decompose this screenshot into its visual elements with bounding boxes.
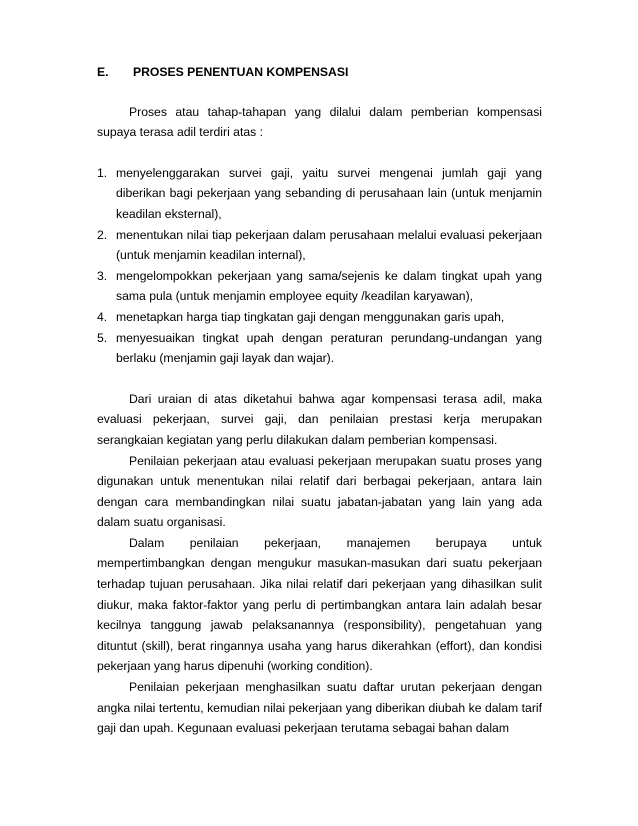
list-item [97,163,542,225]
list-item [97,225,542,266]
list-item-text: menyesuaikan tingkat upah dengan peraturan perundang-undangan yang berlaku (menjamin gaji layak dan wajar). [116,330,542,366]
page-content [97,62,542,739]
list-item-number: 2. [97,227,108,242]
steps-list [97,163,542,369]
list-item [97,307,542,328]
body-paragraph: Dalam penilaian pekerjaan, manajemen berupaya untuk mempertimbangkan dengan mengukur masukan-masukan dari suatu pekerjaan terhadap tujuan perusahaan. Jika nilai relatif dari pekerjaan yang dihasilkan sulit diukur, maka faktor-faktor yang perlu di pertimbangkan antara lain adalah besar kecilnya tanggung jawab pelaksanannya (responsibility), pengetahuan yang dituntut (skill), berat ringannya usaha yang harus dikerahkan (effort), dan kondisi pekerjaan yang harus dipenuhi (working condition). [97,535,542,674]
list-item-text: mengelompokkan pekerjaan yang sama/sejenis ke dalam tingkat upah yang sama pula (untuk menjamin employee equity /keadilan karyawan), [116,268,542,304]
section-title: PROSES PENENTUAN KOMPENSASI [133,65,349,79]
section-number: E. [97,65,109,79]
body-paragraph: Penilaian pekerjaan menghasilkan suatu daftar urutan pekerjaan dengan angka nilai tertentu, kemudian nilai pekerjaan yang diberikan diubah ke dalam tarif gaji dan upah. Kegunaan evaluasi pekerjaan terutama sebagai bahan dalam [97,680,542,736]
list-item-text: menetapkan harga tiap tingkatan gaji dengan menggunakan garis upah, [116,309,505,324]
list-item-text: menyelenggarakan survei gaji, yaitu survei mengenai jumlah gaji yang diberikan bagi pekerjaan yang sebanding di perusahaan lain (untuk menjamin keadilan eksternal), [116,165,542,221]
intro-paragraph: Proses atau tahap-tahapan yang dilalui dalam pemberian kompensasi supaya terasa adil terdiri atas : [97,104,542,140]
list-item-number: 5. [97,330,108,345]
list-item-number: 1. [97,165,108,180]
body-paragraph: Dari uraian di atas diketahui bahwa agar kompensasi terasa adil, maka evaluasi pekerjaan, survei gaji, dan penilaian prestasi kerja merupakan serangkaian kegiatan yang perlu dilakukan dalam pemberian kompensasi. [97,391,542,447]
section-heading [97,62,542,83]
list-item [97,328,542,369]
list-item [97,266,542,307]
body-paragraph: Penilaian pekerjaan atau evaluasi pekerjaan merupakan suatu proses yang digunakan untuk menentukan nilai relatif dari berbagai pekerjaan, antara lain dengan cara membandingkan nilai suatu jabatan-jabatan yang lain yang ada dalam suatu organisasi. [97,453,542,530]
list-item-number: 4. [97,309,108,324]
list-item-text: menentukan nilai tiap pekerjaan dalam perusahaan melalui evaluasi pekerjaan (untuk menjamin keadilan internal), [116,227,542,263]
list-item-number: 3. [97,268,108,283]
